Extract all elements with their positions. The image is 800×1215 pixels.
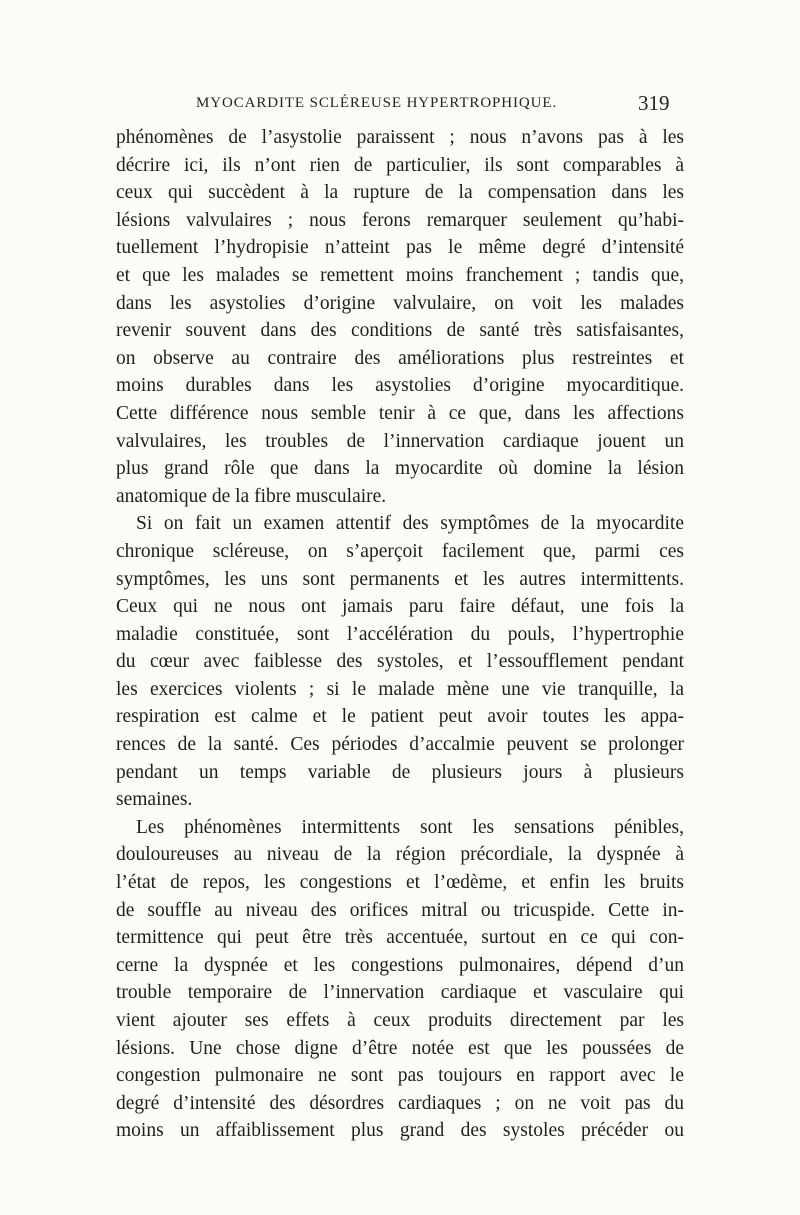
text-line: symptômes, les uns sont permanents et les autres intermittents. [116,568,684,590]
text-line: douloureuses au niveau de la région précordiale, la dyspnée à [116,844,684,866]
text-line: du cœur avec faiblesse des systoles, et l’essoufflement pendant [116,651,684,673]
text-line: Cette différence nous semble tenir à ce que, dans les affections [116,402,684,424]
text-line: tuellement l’hydropisie n’atteint pas le même degré d’intensité [116,237,684,259]
text-line: ceux qui succèdent à la rupture de la compensation dans les [116,182,684,204]
text-line: pendant un temps variable de plusieurs jours à plusieurs [116,761,684,783]
text-line: vient ajouter ses effets à ceux produits directement par les [116,1010,684,1031]
text-line: trouble temporaire de l’innervation cardiaque et vasculaire qui [116,982,684,1004]
text-line: l’état de repos, les congestions et l’œdème, et enfin les bruits [116,872,684,894]
text-line: Les phénomènes intermittents sont les sensations pénibles, [136,816,684,838]
text-line: respiration est calme et le patient peut avoir toutes les appa- [116,706,684,728]
text-line: et que les malades se remettent moins franchement ; tandis que, [116,264,684,286]
page-number: 319 [638,91,670,115]
text-line: dans les asystolies d’origine valvulaire, on voit les malades [116,292,684,314]
text-line: chronique scléreuse, on s’aperçoit facilement que, parmi ces [116,540,684,562]
text-line: moins durables dans les asystolies d’origine myocarditique. [116,375,684,397]
text-line: lésions valvulaires ; nous ferons remarquer seulement qu’habi- [116,209,684,231]
text-line: valvulaires, les troubles de l’innervation cardiaque jouent un [116,430,684,452]
text-line: phénomènes de l’asystolie paraissent ; nous n’avons pas à les [116,127,684,148]
paragraph-3 [116,814,684,1145]
running-head: MYOCARDITE SCLÉREUSE HYPERTROPHIQUE. [196,95,558,111]
text-line: maladie constituée, sont l’accélération du pouls, l’hypertrophie [116,623,684,645]
text-line: Si on fait un examen attentif des symptômes de la myocardite [136,513,684,535]
text-line: plus grand rôle que dans la myocardite où domine la lésion [116,458,684,480]
paragraph-2 [116,510,684,814]
paragraph-1 [116,124,684,510]
text-line: lésions. Une chose digne d’être notée est que les poussées de [116,1037,684,1059]
text-line: de souffle au niveau des orifices mitral ou tricuspide. Cette in- [116,899,684,921]
text-line: termittence qui peut être très accentuée, surtout en ce qui con- [116,927,684,949]
text-line: décrire ici, ils n’ont rien de particulier, ils sont comparables à [116,154,684,176]
text-line: degré d’intensité des désordres cardiaques ; on ne voit pas du [116,1092,684,1114]
text-line: moins un affaiblissement plus grand des systoles précéder ou [116,1120,684,1142]
body-text [116,124,684,1145]
text-line: les exercices violents ; si le malade mène une vie tranquille, la [116,678,684,700]
text-line: rences de la santé. Ces périodes d’accalmie peuvent se prolonger [116,734,684,756]
text-line: anatomique de la fibre musculaire. [116,485,387,507]
text-line: cerne la dyspnée et les congestions pulmonaires, dépend d’un [116,954,684,976]
text-line: Ceux qui ne nous ont jamais paru faire défaut, une fois la [116,596,684,618]
text-line: on observe au contraire des améliorations plus restreintes et [116,347,684,369]
text-line: semaines. [116,789,193,811]
text-line: congestion pulmonaire ne sont pas toujours en rapport avec le [116,1065,684,1087]
text-line: revenir souvent dans des conditions de santé très satisfaisantes, [116,320,684,342]
